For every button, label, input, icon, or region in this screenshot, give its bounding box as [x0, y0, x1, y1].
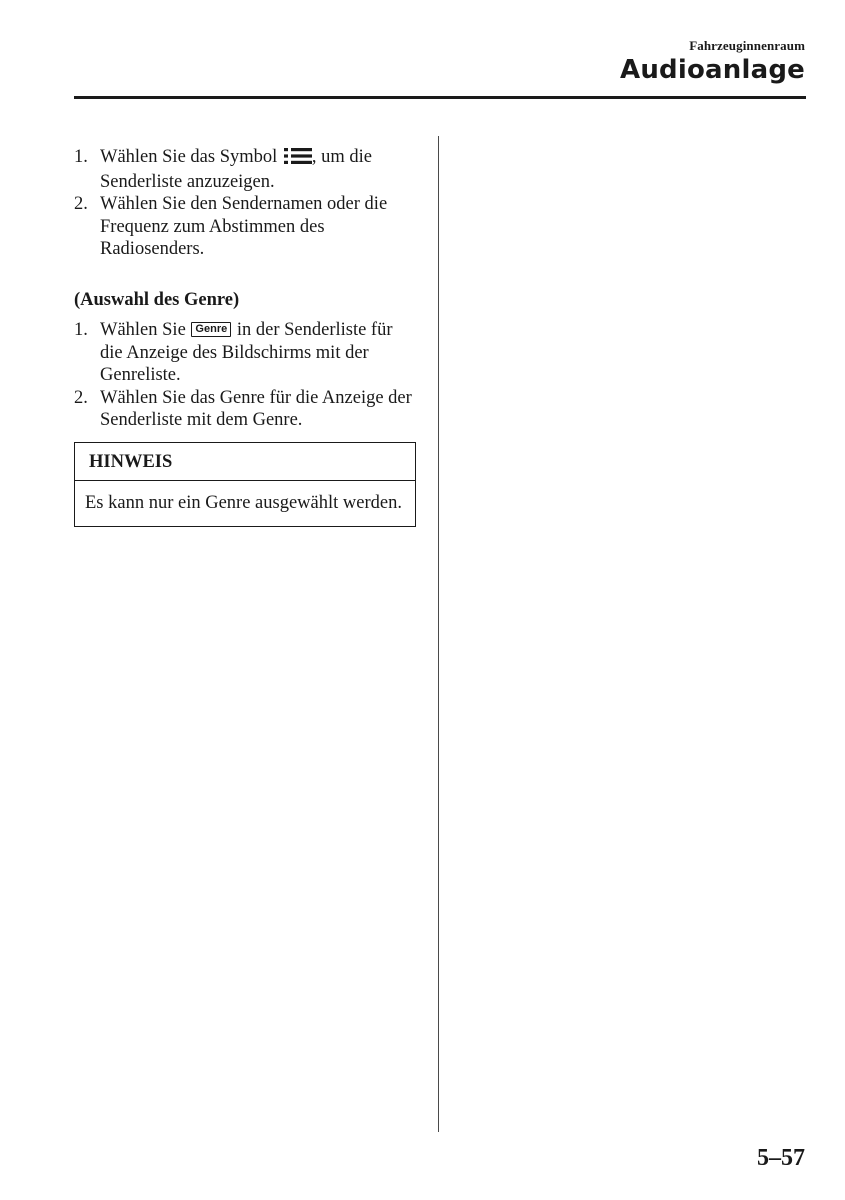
genre-button-glyph: Genre: [191, 322, 231, 337]
note-box: [74, 442, 416, 527]
column-divider: [438, 136, 439, 1132]
step-number: 2.: [74, 387, 88, 408]
step-text: Wählen Sie den Sendernamen oder die Frequenz zum Abstimmen des Radiosenders.: [100, 194, 388, 259]
station-list-icon: [284, 148, 312, 171]
step-text-before: Wählen Sie: [100, 320, 191, 340]
station-list-steps: [74, 146, 416, 261]
list-item: [74, 146, 416, 193]
step-text: Wählen Sie das Genre für die Anzeige der Senderliste mit dem Genre.: [100, 387, 412, 430]
page-title: Audioanlage: [620, 55, 805, 85]
page-number: 5–57: [757, 1145, 805, 1171]
left-column: [74, 146, 416, 527]
header-section-label: Fahrzeuginnenraum: [689, 38, 805, 53]
step-number: 1.: [74, 320, 88, 340]
list-item: [74, 193, 416, 261]
list-item: [74, 319, 416, 387]
header-rule: [74, 96, 806, 99]
step-text-after: in der Senderliste für die Anzeige des Bildschirms mit der Genreliste.: [100, 320, 393, 385]
step-number: 2.: [74, 194, 88, 214]
step-text-before: Wählen Sie das Symbol: [100, 147, 282, 167]
genre-steps: [74, 319, 416, 432]
list-item: [74, 387, 416, 432]
note-title: HINWEIS: [75, 443, 415, 482]
note-body: Es kann nur ein Genre ausgewählt werden.: [85, 493, 402, 513]
step-number: 1.: [74, 147, 88, 167]
step-text-after: , um die Senderliste anzuzeigen.: [100, 147, 373, 192]
genre-subheading: (Auswahl des Genre): [74, 289, 240, 310]
